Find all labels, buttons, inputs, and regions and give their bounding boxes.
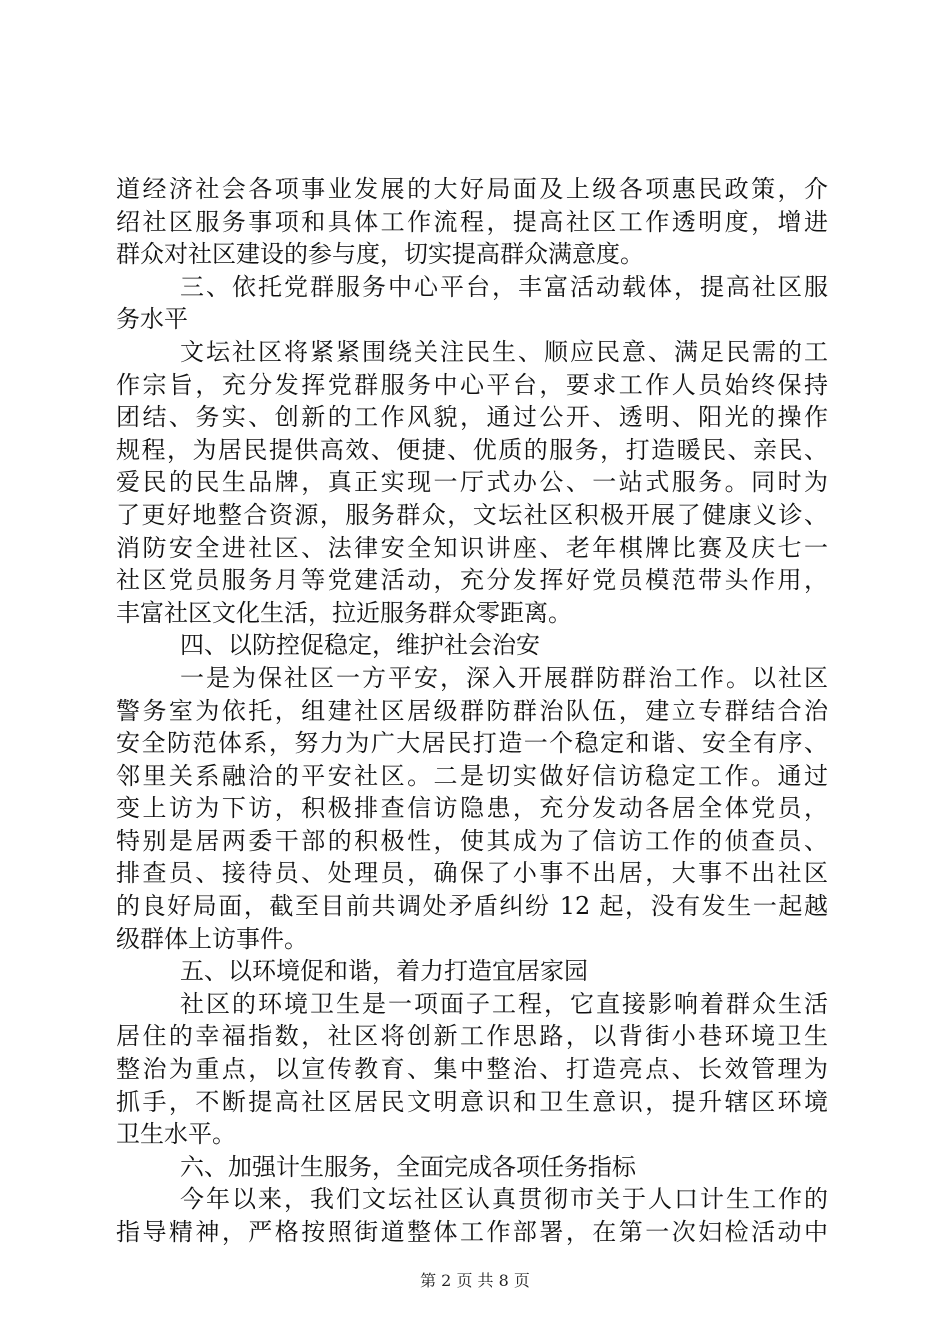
page-number-footer: 第 2 页 共 8 页 [420,1271,530,1290]
text-line: 四、以防控促稳定，维护社会治安 [180,631,540,660]
text-line: 安全防范体系，努力为广大居民打造一个稳定和谐、安全有序、 [116,729,828,758]
text-line: 团结、务实、创新的工作风貌，通过公开、透明、阳光的操作 [116,403,828,432]
text-line: 整治为重点，以宣传教育、集中整治、打造亮点、长效管理为 [116,1055,828,1084]
document-body [116,173,828,1249]
text-line: 道经济社会各项事业发展的大好局面及上级各项惠民政策，介 [116,175,828,203]
text-line: 三、依托党群服务中心平台，丰富活动载体，提高社区服 [180,272,828,301]
text-line: 社区党员服务月等党建活动，充分发挥好党员模范带头作用， [116,566,828,595]
text-line: 了更好地整合资源，服务群众，文坛社区积极开展了健康义诊、 [116,500,828,529]
text-line: 文坛社区将紧紧围绕关注民生、顺应民意、满足民需的工 [180,337,828,366]
text-line: 的良好局面，截至目前共调处矛盾纠纷 12 起，没有发生一起越 [116,892,828,921]
text-line: 绍社区服务事项和具体工作流程，提高社区工作透明度，增进 [116,207,828,236]
text-line: 群众对社区建设的参与度，切实提高群众满意度。 [116,240,644,269]
text-line: 警务室为依托，组建社区居级群防群治队伍，建立专群结合治 [116,696,828,725]
text-line: 邻里关系融洽的平安社区。二是切实做好信访稳定工作。通过 [116,761,828,790]
text-line: 特别是居两委干部的积极性，使其成为了信访工作的侦查员、 [116,826,828,855]
text-line: 六、加强计生服务，全面完成各项任务指标 [180,1152,636,1181]
text-line: 居住的幸福指数，社区将创新工作思路，以背街小巷环境卫生 [116,1022,828,1051]
text-line: 一是为保社区一方平安，深入开展群防群治工作。以社区 [180,663,828,692]
text-line: 五、以环境促和谐，着力打造宜居家园 [180,957,588,986]
text-line: 卫生水平。 [116,1120,236,1149]
text-line: 规程，为居民提供高效、便捷、优质的服务，打造暖民、亲民、 [116,435,828,464]
text-line: 丰富社区文化生活，拉近服务群众零距离。 [116,598,572,627]
text-line: 指导精神，严格按照街道整体工作部署，在第一次妇检活动中 [116,1218,828,1246]
text-line: 变上访为下访，积极排查信访隐患，充分发动各居全体党员， [116,794,828,823]
text-line: 作宗旨，充分发挥党群服务中心平台，要求工作人员始终保持 [116,370,828,399]
text-line: 社区的环境卫生是一项面子工程，它直接影响着群众生活 [180,989,828,1018]
text-line: 爱民的民生品牌，真正实现一厅式办公、一站式服务。同时为 [116,468,828,497]
text-line: 级群体上访事件。 [116,924,308,953]
text-line: 消防安全进社区、法律安全知识讲座、老年棋牌比赛及庆七一 [116,533,828,562]
text-line: 排查员、接待员、处理员，确保了小事不出居，大事不出社区 [116,859,828,888]
text-line: 务水平 [116,305,188,334]
text-line: 今年以来，我们文坛社区认真贯彻市关于人口计生工作的 [180,1185,828,1214]
text-line: 抓手，不断提高社区居民文明意识和卫生意识，提升辖区环境 [116,1087,828,1116]
